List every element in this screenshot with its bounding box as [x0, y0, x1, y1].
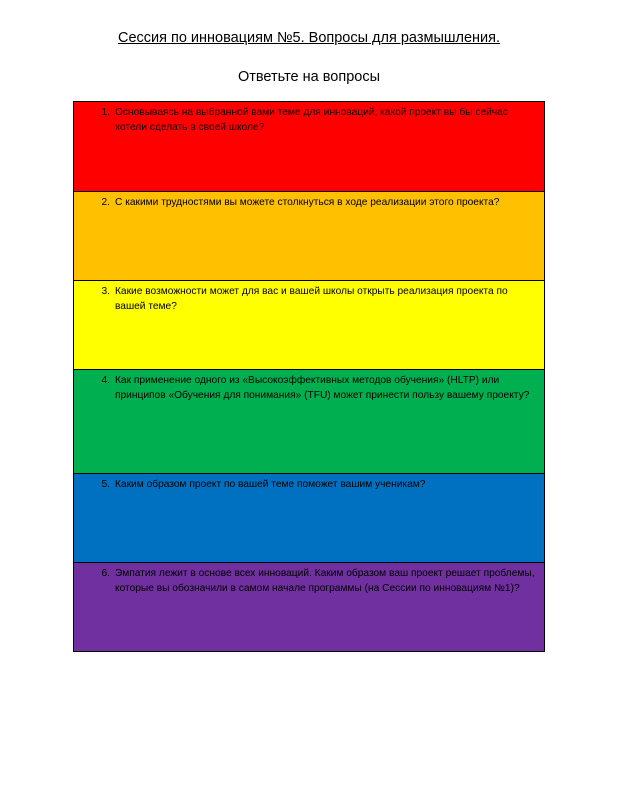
question-number: 1.	[101, 107, 110, 118]
question-number: 3.	[101, 286, 110, 297]
question-text: Основываясь на выбранной вами теме для инноваций, какой проект вы бы сейчас хотели сделать в своей школе?	[115, 107, 508, 133]
document-title: Сессия по инновациям №5. Вопросы для размышления.	[117, 30, 501, 46]
document-subtitle: Ответьте на вопросы	[237, 69, 381, 85]
question-row-5	[74, 474, 544, 563]
question-row-2	[74, 192, 544, 281]
question-number: 5.	[101, 479, 110, 490]
question-number: 6.	[101, 568, 110, 579]
question-row-1	[74, 102, 544, 192]
question-number: 4.	[101, 375, 110, 386]
question-row-6	[74, 563, 544, 651]
question-text: Каким образом проект по вашей теме поможет вашим ученикам?	[115, 479, 426, 490]
question-text: Какие возможности может для вас и вашей школы открыть реализация проекта по вашей теме?	[115, 286, 508, 312]
questions-table	[73, 101, 545, 652]
question-row-3	[74, 281, 544, 370]
question-text: Как применение одного из «Высокоэффективных методов обучения» (HLTP) или принципов «Обучения для понимания» (TFU) может принести пользу вашему проекту?	[115, 375, 530, 401]
question-row-4	[74, 370, 544, 474]
question-number: 2.	[101, 197, 110, 208]
question-text: С какими трудностями вы можете столкнуться в ходе реализации этого проекта?	[115, 197, 500, 208]
question-text: Эмпатия лежит в основе всех инноваций. Каким образом ваш проект решает проблемы, которые вы обозначили в самом начале программы (на Сессии по инновациям №1)?	[115, 568, 535, 594]
